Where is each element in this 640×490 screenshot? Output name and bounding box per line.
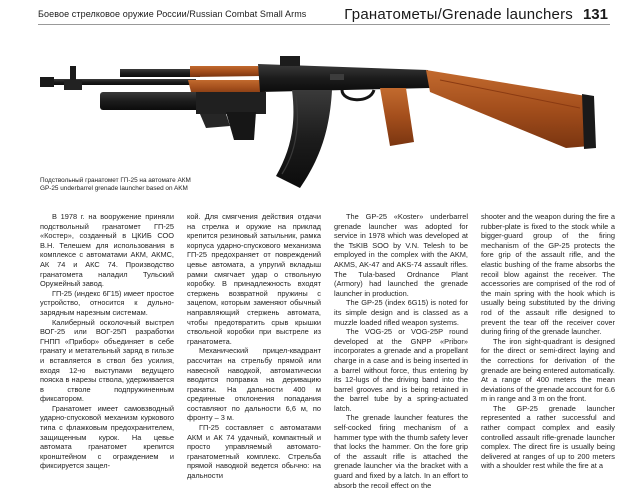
grenade-launcher-barrel: [100, 92, 200, 110]
paragraph: Калиберный осколочный выстрел ВОГ-25 или ВОГ-25П разработки ГНПП «Прибор» объединяет в себе гранату и метательный заряд в гильзе и вставляется в ствол без усилия, входя 12-ю выступами ведущего пояска в нарезы ствола, удерживается в стволе подпружиненным фиксатором.: [40, 317, 174, 404]
header-rule: [38, 24, 610, 25]
figure-caption: [40, 177, 230, 193]
running-header-right: [344, 6, 608, 23]
running-header-left: Боевое стрелковое оружие России/Russian Combat Small Arms: [38, 9, 307, 19]
paragraph: Механический прицел-квадрант рассчитан на стрельбу прямой или навесной наводкой, автоматически вводится поправка на деривацию гранаты. На дальности 400 м срединные отклонения попадания составляют по дальности 6,6 м, по фронту – 3 м.: [187, 346, 321, 423]
column-1: [40, 212, 174, 471]
pistol-grip: [380, 88, 414, 146]
section-title: Гранатометы/Grenade launchers: [344, 6, 573, 23]
column-3: [334, 212, 468, 490]
paragraph: The GP-25 grenade launcher represented a rather successful and rather compact complex and easily controlled assault rifle-grenade launcher complex. The direct fire is usually being delivered at ranges of up to 200 meters with a shoulder rest while the fire at a: [481, 403, 615, 471]
page-number: 131: [582, 6, 608, 23]
paragraph: В 1978 г. на вооружение приняли подствольный гранатомет ГП-25 «Костер», созданный в ЦКИБ СОО В.Н. Телешем для использования в комплексе с автоматами АКМ, АКМС, АК 74 и АКС 74. Производство гранатомета наладил Тульский Оружейный завод.: [40, 212, 174, 289]
caption-russian: Подствольный гранатомет ГП-25 на автомате АКМ: [40, 177, 191, 184]
paragraph: The GP-25 «Koster» underbarrel grenade launcher was adopted for service in 1978 which was developed at the TsKIB SOO by V.N. Telesh to be employed in the complex with the AKM, AKMS, AK-47 and AKS-74 assault rifles. The Tula-based Ordnance Plant (Armory) had launched the grenade launcher in production.: [334, 212, 468, 298]
paragraph: The grenade launcher features the self-cocked firing mechanism of a hammer type with the thumb safety lever that locks the hammer. On the fore grip of the assault rifle is attached the grenade launcher via the bracket with a guard and fixed by a latch. In an effort to absorb the recoil effect on the: [334, 413, 468, 490]
paragraph: shooter and the weapon during the fire a rubber-plate is fixed to the stock while a bigger-guard group of the firing mechanism of the GP-25 protects the fore grip of the assault rifle, and the elastic bushing of the frame absorbs the recoil blow against the receiver. The accessories are comprised of the rod of the main spring with the hook which is usually being substituted by the driving rod of the assault rifle designed to prevent the tear off the receiver cover during firing of the grenade launcher.: [481, 212, 615, 337]
paragraph: кой. Для смягчения действия отдачи на стрелка и оружие на приклад крепится резиновый затыльник, рамка корпуса ударно-спускового механизма ГП-25 предохраняет от повреждений цевье автомата, а упругий вкладыш рамки смягчает удар о ствольную коробку. В принадлежность входят стержень возвратной пружины с зацепом, которым заменяют обычный направляющий стержень автомата, чтобы предотвратить срыв крышки ствольной коробки при выстреле из гранатомета.: [187, 212, 321, 346]
paragraph: ГП-25 (индекс 6Г15) имеет простое устройство, относится к дульно-зарядным нарезным системам.: [40, 288, 174, 317]
upper-handguard: [190, 66, 262, 77]
article-columns: [40, 212, 615, 490]
paragraph: The VOG-25 or VOG-25P round developed at the GNPP «Pribor» incorporates a grenade and a propellant charge in a case and is being inserted in a barrel without force, thus entering by its 12-lugs of the driving band into the barrel grooves and is being retained in the barrel tube by a spring-actuated latch.: [334, 327, 468, 413]
paragraph: The GP-25 (index 6G15) is noted for its simple design and is classed as a muzzle loaded rifled weapon systems.: [334, 298, 468, 327]
column-4: [481, 212, 615, 471]
column-2: [187, 212, 321, 481]
magazine: [276, 90, 332, 188]
paragraph: ГП-25 составляет с автоматами АКМ и АК 74 удачный, компактный и просто управляемый автомато-гранатометный комплекс. Стрельба прямой наводкой ведется обычно: на дальности: [187, 423, 321, 481]
paragraph: The iron sight-quadrant is designed for the direct or semi-direct laying and the corrections for derivation of the grenade are being entered automatically. At a range of 400 meters the mean deviations of the grenade account for 6.6 m in range and 3 m on the front.: [481, 336, 615, 404]
paragraph: Гранатомет имеет самовзводный ударно-спусковой механизм куркового типа с флажковым предохранителем, защищенным курок. На цевье автомата гранатомет крепится кронштейном с ограждением и фиксируется защел-: [40, 403, 174, 471]
caption-english: GP-25 underbarrel grenade launcher based on AKM: [40, 185, 188, 193]
